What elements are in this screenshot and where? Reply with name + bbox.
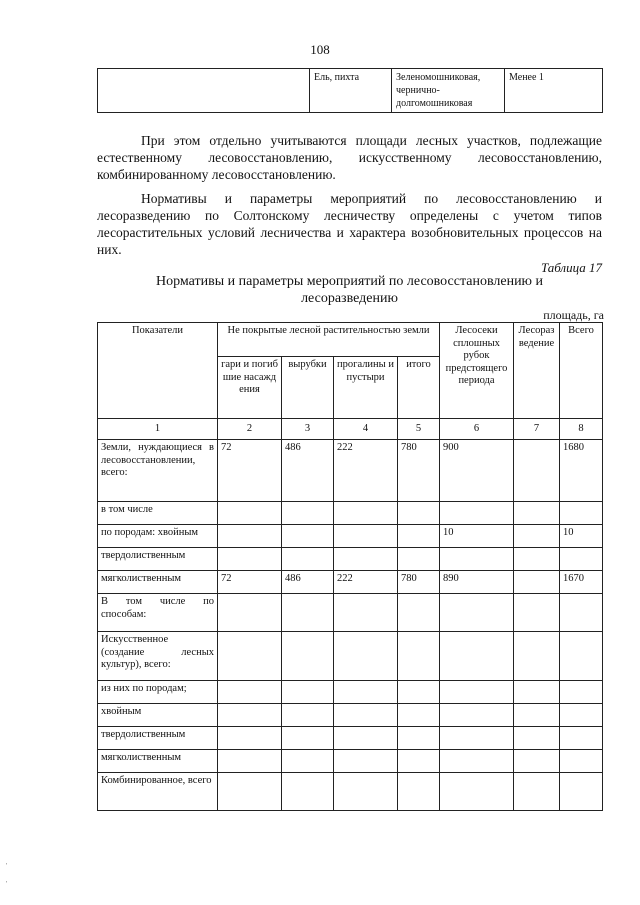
table-cell (514, 594, 560, 632)
header-clearcuts: Лесосеки сплошных рубок предстоящего периода (440, 323, 514, 419)
table-cell (218, 525, 282, 548)
table-cell (398, 727, 440, 750)
table-row (98, 773, 603, 811)
header-glades: прогалины и пустыри (334, 357, 398, 419)
table-cell (398, 632, 440, 681)
table-cell (398, 681, 440, 704)
table-cell (514, 727, 560, 750)
table-cell (514, 773, 560, 811)
table-row (98, 632, 603, 681)
table-cell (514, 681, 560, 704)
table-cell (334, 632, 398, 681)
table-cell (98, 69, 310, 113)
row-label: Земли, нуждающиеся в лесовосстановлении, всего: (98, 440, 218, 502)
header-row (98, 323, 603, 357)
header-not-covered: Не покрытые лесной растительностью земли (218, 323, 440, 357)
table-cell (334, 681, 398, 704)
table-cell (282, 750, 334, 773)
table-cell: 890 (440, 571, 514, 594)
table-cell (282, 727, 334, 750)
table-cell: 486 (282, 571, 334, 594)
table-cell (398, 750, 440, 773)
row-label: в том числе (98, 502, 218, 525)
table-cell (440, 594, 514, 632)
table-cell (398, 594, 440, 632)
species-cell: Ель, пихта (310, 69, 392, 113)
table-cell (218, 632, 282, 681)
table-cell (514, 750, 560, 773)
table-cell (560, 727, 603, 750)
table-cell (514, 440, 560, 502)
row-label: из них по породам; (98, 681, 218, 704)
table-row (98, 440, 603, 502)
row-label: хвойным (98, 704, 218, 727)
table-cell: 1670 (560, 571, 603, 594)
table-cell (334, 502, 398, 525)
table-cell: 486 (282, 440, 334, 502)
table-cell (440, 502, 514, 525)
header-burned: гари и погибшие насаждения (218, 357, 282, 419)
table-row (98, 681, 603, 704)
table-row (98, 525, 603, 548)
table-title-line: Нормативы и параметры мероприятий по лесовосстановлению и (155, 274, 544, 289)
table-cell (560, 594, 603, 632)
paragraph-separate-areas: При этом отдельно учитываются площади лесных участков, подлежащие естественному лесовосстановлению, искусственному лесовосстановлению, комбинированному лесовосстановлению. (97, 133, 602, 182)
table-cell (560, 773, 603, 811)
table-cell (514, 525, 560, 548)
table-cell (282, 681, 334, 704)
table-cell (282, 704, 334, 727)
margin-mark: ' (6, 862, 8, 870)
table-cell (334, 548, 398, 571)
column-number: 2 (218, 419, 282, 440)
page-number: 108 (310, 42, 330, 57)
table-row (98, 571, 603, 594)
table-cell: 10 (440, 525, 514, 548)
table-cell (218, 594, 282, 632)
table-row (98, 594, 603, 632)
table-cell: 780 (398, 571, 440, 594)
row-label: по породам: хвойным (98, 525, 218, 548)
table-cell (218, 502, 282, 525)
table-cell: 780 (398, 440, 440, 502)
units-note: площадь, га (543, 308, 604, 322)
table-cell (218, 727, 282, 750)
header-total: итого (398, 357, 440, 419)
table-row (98, 727, 603, 750)
table-cell (398, 502, 440, 525)
table-cell (218, 750, 282, 773)
header-cutovers: вырубки (282, 357, 334, 419)
table-cell: 72 (218, 571, 282, 594)
table-cell (560, 681, 603, 704)
table-cell (218, 773, 282, 811)
row-label: твердолиственным (98, 548, 218, 571)
table-cell: 222 (334, 571, 398, 594)
row-label: Комбинированное, всего (98, 773, 218, 811)
table-row (98, 502, 603, 525)
table-cell (560, 704, 603, 727)
table-cell (398, 525, 440, 548)
row-label: твердолиственным (98, 727, 218, 750)
row-label: В том числе по способам: (98, 594, 218, 632)
column-number: 4 (334, 419, 398, 440)
table-cell (514, 571, 560, 594)
forest-type-cell: Зеленомошниковая, чернично-долгомошниковая (392, 69, 505, 113)
column-number: 5 (398, 419, 440, 440)
column-number: 1 (98, 419, 218, 440)
table-cell (334, 727, 398, 750)
table-cell (560, 548, 603, 571)
table-cell (440, 548, 514, 571)
column-numbers-row (98, 419, 603, 440)
table-row (98, 69, 603, 113)
table-cell (218, 704, 282, 727)
table-label: Таблица 17 (540, 260, 602, 275)
continued-table (97, 68, 603, 113)
table-cell (440, 704, 514, 727)
table-row (98, 548, 603, 571)
column-number: 3 (282, 419, 334, 440)
table-cell (334, 750, 398, 773)
table-cell: 1680 (560, 440, 603, 502)
table-cell (514, 632, 560, 681)
table-cell (440, 750, 514, 773)
table-cell (282, 502, 334, 525)
table-title-line: лесоразведению (301, 291, 398, 306)
row-label: мягколиственным (98, 571, 218, 594)
table-cell (218, 548, 282, 571)
table-cell (334, 773, 398, 811)
table-cell (514, 502, 560, 525)
margin-mark: ' (6, 880, 8, 888)
table-cell (440, 681, 514, 704)
table-cell: 900 (440, 440, 514, 502)
norms-table (97, 322, 603, 811)
table-cell (440, 632, 514, 681)
header-afforestation: Лесоразведение (514, 323, 560, 419)
column-number: 8 (560, 419, 603, 440)
header-indicators: Показатели (98, 323, 218, 419)
paragraph-norms: Нормативы и параметры мероприятий по лесовосстановлению и лесоразведению по Солтонскому лесничеству определены с учетом типов лесорастительных условий лесничества и характера возобновительных процессов на них. (97, 191, 602, 257)
table-body (98, 440, 603, 811)
table-cell (440, 773, 514, 811)
table-cell (440, 727, 514, 750)
table-cell (560, 750, 603, 773)
row-label: Искусственное (создание лесных культур), всего: (98, 632, 218, 681)
table-cell (514, 704, 560, 727)
table-cell (282, 632, 334, 681)
table-cell (282, 548, 334, 571)
table-cell (560, 632, 603, 681)
table-cell (334, 594, 398, 632)
table-cell (218, 681, 282, 704)
table-cell (398, 548, 440, 571)
table-cell: 72 (218, 440, 282, 502)
table-row (98, 750, 603, 773)
table-cell (282, 773, 334, 811)
header-all: Всего (560, 323, 603, 419)
table-cell (282, 525, 334, 548)
table-cell (282, 594, 334, 632)
table-title (97, 273, 602, 307)
table-cell (514, 548, 560, 571)
value-cell: Менее 1 (505, 69, 603, 113)
table-cell (398, 704, 440, 727)
table-cell: 10 (560, 525, 603, 548)
table-cell (398, 773, 440, 811)
table-cell: 222 (334, 440, 398, 502)
table-cell (334, 704, 398, 727)
row-label: мягколиственным (98, 750, 218, 773)
table-row (98, 704, 603, 727)
column-number: 7 (514, 419, 560, 440)
column-number: 6 (440, 419, 514, 440)
table-cell (560, 502, 603, 525)
table-cell (334, 525, 398, 548)
